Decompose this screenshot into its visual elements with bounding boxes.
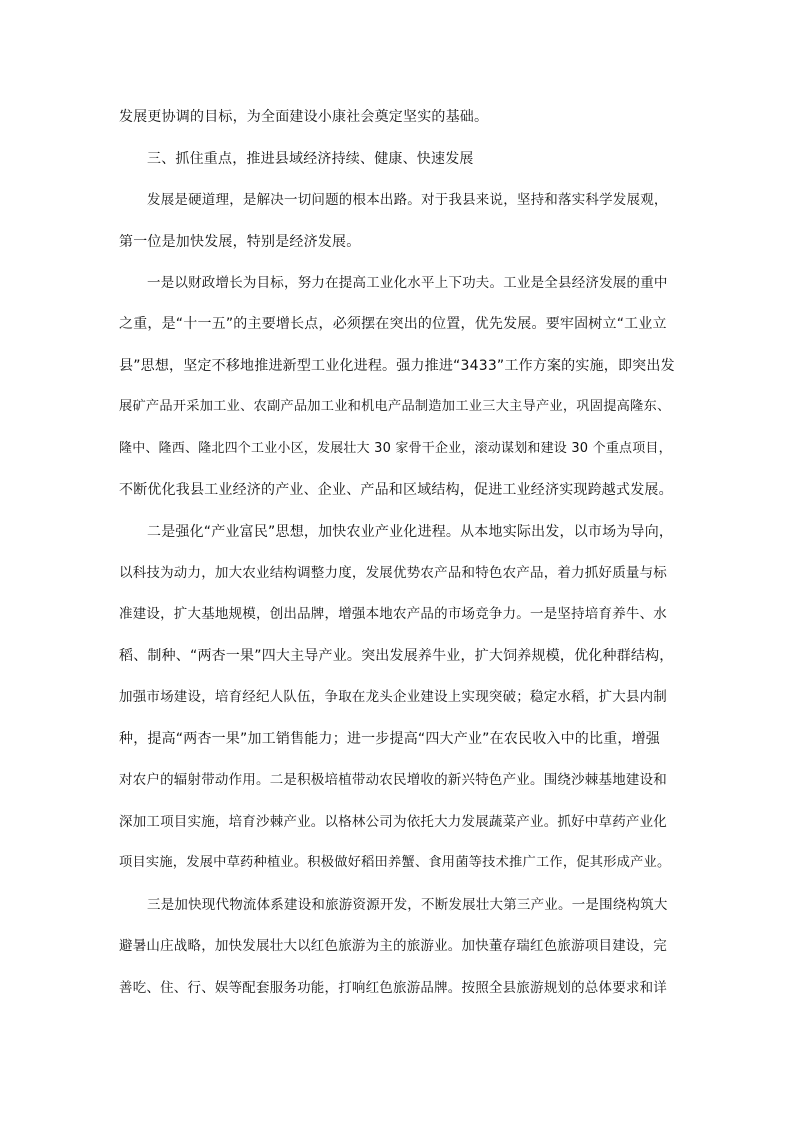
text-line-15: 加强市场建设，培育经纪人队伍，争取在龙头企业建设上实现突破；稳定水稻，扩大县内制: [119, 689, 667, 705]
text-line-1: 发展更协调的目标，为全面建设小康社会奠定坚实的基础。: [119, 109, 489, 125]
text-line-9: 隆中、隆西、隆北四个工业小区，发展壮大 30 家骨干企业，滚动谋划和建设 30 个重点项目，: [119, 441, 672, 456]
text-line-6: 之重，是“十一五”的主要增长点，必须摆在突出的位置，优先发展。要牢固树立“工业立: [119, 316, 667, 332]
text-line-18: 深加工项目实施，培育沙棘产业。以格林公司为依托大力发展蔬菜产业。抓好中草药产业化: [119, 814, 667, 830]
text-line-19: 项目实施，发展中草药种植业。积极做好稻田养蟹、食用菌等技术推广工作，促其形成产业。: [119, 855, 671, 870]
text-line-21: 避暑山庄战略，加快发展壮大以红色旅游为主的旅游业。加快董存瑞红色旅游项目建设，完: [119, 938, 667, 954]
section-heading: 三、抓住重点，推进县域经济持续、健康、快速发展: [147, 151, 474, 167]
text-line-3: 发展是硬道理，是解决一切问题的根本出路。对于我县来说，坚持和落实科学发展观，: [147, 192, 668, 208]
text-line-22: 善吃、住、行、娱等配套服务功能，打响红色旅游品牌。按照全县旅游规划的总体要求和详: [119, 980, 667, 996]
text-line-13: 准建设，扩大基地规模，创出品牌，增强本地农产品的市场竞争力。一是坚持培育养牛、水: [119, 606, 667, 622]
text-line-10: 不断优化我县工业经济的产业、企业、产品和区域结构，促进工业经济实现跨越式发展。: [119, 482, 673, 498]
text-line-11: 二是强化“产业富民”思想，加快农业产业化进程。从本地实际出发，以市场为导向，: [147, 524, 674, 540]
text-line-12: 以科技为动力，加大农业结构调整力度，发展优势农产品和特色农产品，着力抓好质量与标: [119, 565, 667, 581]
text-line-7: 县”思想，坚定不移地推进新型工业化进程。强力推进“3433”工作方案的实施，即突出发: [119, 358, 675, 374]
text-line-14: 稻、制种、“两杏一果”四大主导产业。突出发展养牛业，扩大饲养规模，优化种群结构，: [119, 648, 674, 664]
text-line-5: 一是以财政增长为目标，努力在提高工业化水平上下功夫。工业是全县经济发展的重中: [147, 275, 668, 291]
text-line-8: 展矿产品开采加工业、农副产品加工业和机电产品制造加工业三大主导产业，巩固提高隆东、: [119, 399, 671, 414]
text-line-17: 对农户的辐射带动作用。二是积极培植带动农民增收的新兴特色产业。围绕沙棘基地建设和: [119, 772, 667, 788]
text-line-20: 三是加快现代物流体系建设和旅游资源开发，不断发展壮大第三产业。一是围绕构筑大: [147, 897, 668, 913]
text-line-4: 第一位是加快发展，特别是经济发展。: [119, 234, 361, 250]
text-line-16: 种，提高“两杏一果”加工销售能力；进一步提高“四大产业”在农民收入中的比重，增强: [119, 731, 661, 747]
